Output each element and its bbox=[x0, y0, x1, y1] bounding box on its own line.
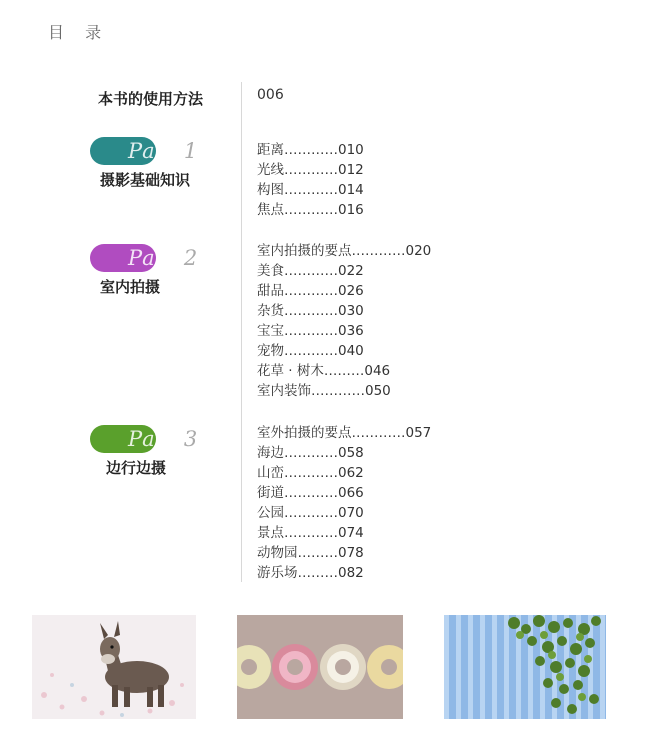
toc-item[interactable]: 距离…………010 bbox=[257, 142, 364, 158]
toc-item[interactable]: 构图…………014 bbox=[257, 182, 364, 198]
part-1-toc bbox=[257, 140, 364, 220]
part-3-title: 边行边摄 bbox=[106, 459, 167, 477]
toc-item[interactable]: 焦点…………016 bbox=[257, 202, 364, 218]
part-3-toc bbox=[257, 423, 431, 583]
part-1-title: 摄影基础知识 bbox=[100, 171, 191, 189]
intro-page: 006 bbox=[257, 87, 284, 103]
part-2-title: 室内拍摄 bbox=[100, 278, 161, 296]
toc-item[interactable]: 公园…………070 bbox=[257, 505, 364, 521]
toc-item[interactable]: 花草 · 树木………046 bbox=[257, 363, 391, 379]
column-divider bbox=[241, 82, 242, 582]
part-1-label: Part 1 bbox=[128, 139, 199, 163]
page-header: 目 录 bbox=[48, 23, 110, 42]
donuts-photo bbox=[237, 615, 403, 719]
toc-item[interactable]: 动物园………078 bbox=[257, 545, 364, 561]
toc-item[interactable]: 室外拍摄的要点…………057 bbox=[257, 425, 432, 441]
donkey-photo bbox=[32, 615, 196, 719]
part-2-label: Part 2 bbox=[128, 246, 199, 270]
vine-wall-photo bbox=[444, 615, 606, 719]
part-1-badge bbox=[90, 137, 240, 197]
toc-item[interactable]: 光线…………012 bbox=[257, 162, 364, 178]
toc-item[interactable]: 室内拍摄的要点…………020 bbox=[257, 243, 432, 259]
part-3-label: Part 3 bbox=[128, 427, 199, 451]
toc-item[interactable]: 游乐场………082 bbox=[257, 565, 364, 581]
part-3-badge bbox=[90, 425, 240, 485]
part-2-badge bbox=[90, 244, 240, 304]
part-2-toc bbox=[257, 241, 431, 401]
toc-item[interactable]: 街道…………066 bbox=[257, 485, 364, 501]
toc-item[interactable]: 美食…………022 bbox=[257, 263, 364, 279]
intro-title: 本书的使用方法 bbox=[98, 90, 204, 108]
toc-item[interactable]: 甜品…………026 bbox=[257, 283, 364, 299]
toc-item[interactable]: 山峦…………062 bbox=[257, 465, 364, 481]
toc-item[interactable]: 杂货…………030 bbox=[257, 303, 364, 319]
toc-item[interactable]: 海边…………058 bbox=[257, 445, 364, 461]
toc-item[interactable]: 景点…………074 bbox=[257, 525, 364, 541]
toc-item[interactable]: 宝宝…………036 bbox=[257, 323, 364, 339]
toc-item[interactable]: 宠物…………040 bbox=[257, 343, 364, 359]
toc-item[interactable]: 室内装饰…………050 bbox=[257, 383, 391, 399]
